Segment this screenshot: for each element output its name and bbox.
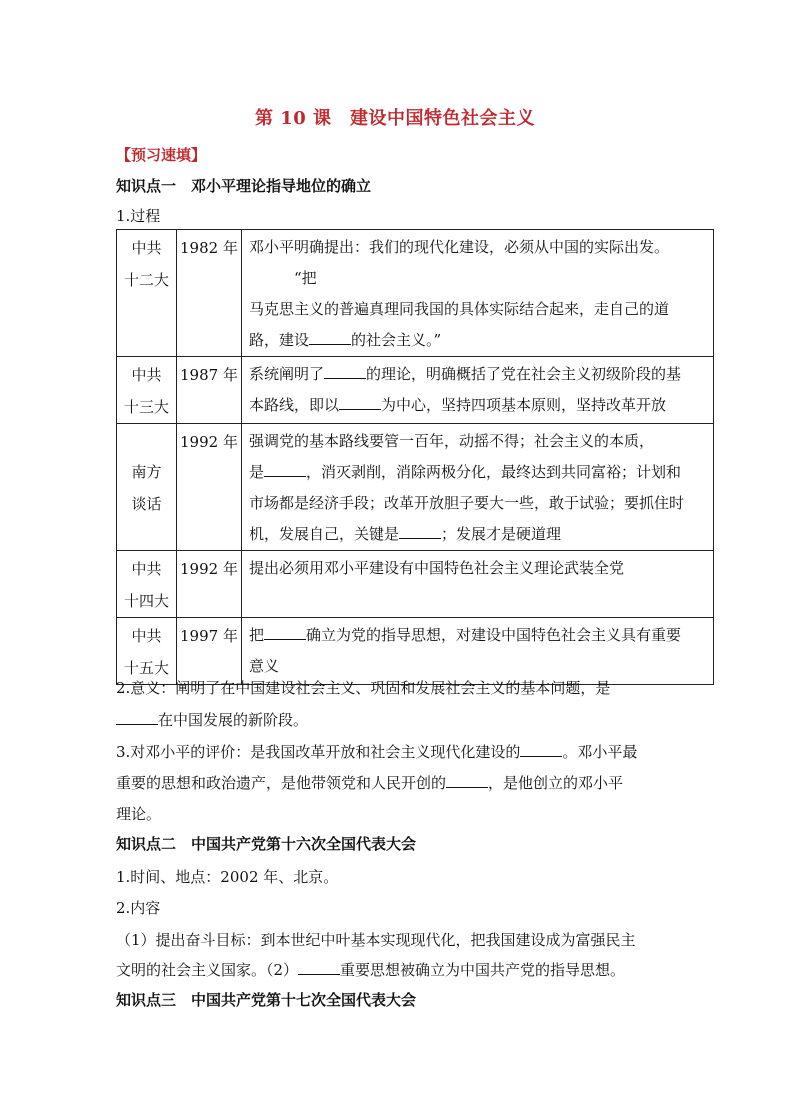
kp1-significance-line1: 2.意义：阐明了在中国建设社会主义、巩固和发展社会主义的基本问题，是 [116, 679, 611, 697]
event-line: 南方 [131, 463, 162, 481]
content-line: 系统阐明了 的理论，明确概括了党在社会主义初级阶段的基 [249, 365, 682, 383]
content-cell [242, 357, 714, 424]
event-line: 中共 [131, 627, 162, 645]
event-line: 中共 [131, 239, 162, 257]
kp1-evaluation-line1: 3.对邓小平的评价：是我国改革开放和社会主义现代化建设的 。邓小平最 [116, 743, 638, 761]
year-cell: 1987 年 [177, 357, 242, 424]
event-cell [117, 424, 177, 551]
kp1-sub-process: 1.过程 [116, 207, 161, 225]
kp1-heading: 知识点一 邓小平理论指导地位的确立 [116, 177, 372, 195]
fill-blank[interactable] [309, 330, 351, 345]
kp1-evaluation-line2: 重要的思想和政治遗产，是他带领党和人民开创的 ，是他创立的邓小平 [116, 774, 624, 792]
content-cell [242, 230, 714, 357]
table-row [117, 357, 714, 424]
kp1-evaluation-line3: 理论。 [116, 805, 162, 823]
content-line: 意义 [249, 657, 280, 675]
event-line: 谈话 [131, 495, 162, 513]
table-row [117, 551, 714, 618]
event-cell [117, 551, 177, 618]
event-line: 中共 [131, 366, 162, 384]
kp2-heading: 知识点二 中国共产党第十六次全国代表大会 [116, 835, 417, 853]
kp3-heading: 知识点三 中国共产党第十七次全国代表大会 [116, 991, 417, 1009]
page-title: 第 10 课 建设中国特色社会主义 [254, 108, 536, 129]
year-cell: 1997 年 [177, 618, 242, 685]
event-line: 十五大 [123, 659, 169, 677]
content-line: 是 ，消灭剥削，消除两极分化，最终达到共同富裕；计划和 [249, 463, 682, 481]
fill-blank[interactable] [446, 773, 488, 788]
content-cell [242, 424, 714, 551]
content-line: 市场都是经济手段；改革开放胆子要大一些，敢于试验；要抓住时 [249, 494, 685, 512]
event-line: 中共 [131, 560, 162, 578]
content-cell [242, 551, 714, 618]
fill-blank[interactable] [264, 625, 306, 640]
year-cell: 1992 年 [177, 424, 242, 551]
kp2-content-label: 2.内容 [116, 899, 161, 917]
table-row [117, 424, 714, 551]
content-line: 把 确立为党的指导思想，对建设中国特色社会主义具有重要 [249, 626, 682, 644]
event-cell [117, 357, 177, 424]
content-line: 提出必须用邓小平建设有中国特色社会主义理论武装全党 [249, 559, 625, 577]
content-line: 机，发展自己，关键是 ；发展才是硬道理 [249, 525, 562, 543]
fill-blank[interactable] [520, 742, 562, 757]
kp1-significance-line2: 在中国发展的新阶段。 [116, 710, 308, 730]
process-table [116, 229, 714, 685]
content-line: 邓小平明确提出：我们的现代化建设，必须从中国的实际出发。 [249, 238, 670, 256]
kp2-time-place: 1.时间、地点：2002 年、北京。 [116, 868, 339, 886]
year-cell: 1992 年 [177, 551, 242, 618]
fill-blank[interactable] [339, 395, 381, 410]
fill-blank[interactable] [298, 960, 340, 975]
event-cell [117, 618, 177, 685]
fill-blank[interactable] [116, 710, 158, 725]
content-line: “把 [249, 269, 317, 287]
content-line: 路，建设 的社会主义。” [249, 331, 442, 349]
event-line: 十四大 [123, 592, 169, 610]
fill-blank[interactable] [264, 462, 306, 477]
table-row [117, 230, 714, 357]
kp2-content-line1: （1）提出奋斗目标：到本世纪中叶基本实现现代化，把我国建设成为富强民主 [116, 931, 636, 949]
content-line: 强调党的基本路线要管一百年，动摇不得；社会主义的本质， [249, 432, 655, 450]
content-line: 马克思主义的普遍真理同我国的具体实际结合起来，走自己的道 [249, 300, 670, 318]
event-line: 十二大 [123, 271, 169, 289]
table-row [117, 618, 714, 685]
content-cell [242, 618, 714, 685]
fill-blank[interactable] [324, 364, 366, 379]
section-tag: 【预习速填】 [116, 146, 207, 164]
event-cell [117, 230, 177, 357]
fill-blank[interactable] [399, 524, 441, 539]
event-line: 十三大 [123, 398, 169, 416]
content-line: 本路线，即以 为中心，坚持四项基本原则，坚持改革开放 [249, 396, 667, 414]
kp2-content-line2: 文明的社会主义国家。（2） 重要思想被确立为中国共产党的指导思想。 [116, 961, 626, 979]
year-cell: 1982 年 [177, 230, 242, 357]
